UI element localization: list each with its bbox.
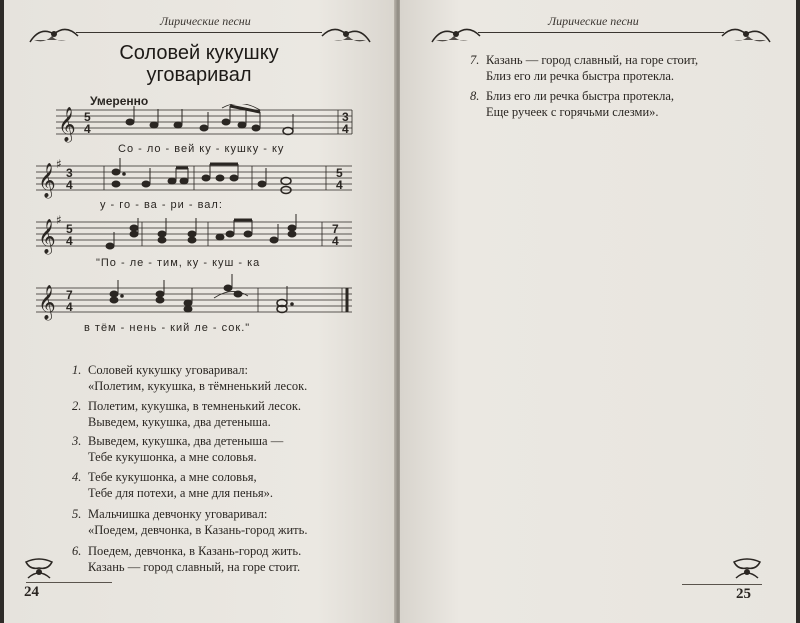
time-sig: 7 [332, 222, 339, 236]
music-lyric-line-4: в тём - нень - кий ле - сок." [84, 322, 251, 334]
svg-text:𝄞: 𝄞 [38, 163, 56, 198]
footer-ornament [22, 556, 56, 584]
svg-text:𝄞: 𝄞 [38, 285, 56, 320]
footer-ornament [730, 556, 764, 584]
verse-4: 4. Тебе кукушонка, а мне соловья, Тебе для потехи, а мне для пенья». [72, 470, 274, 500]
time-sig: 4 [84, 122, 91, 136]
tempo-marking: Умеренно [90, 94, 149, 108]
header-rule [76, 32, 322, 33]
time-sig: 4 [66, 234, 73, 248]
verse-6: 6. Поедем, девчонка, в Казань-город жить. Казань — город славный, на горе стоит. [72, 544, 302, 574]
time-sig: 4 [342, 122, 349, 136]
music-lyric-line-2: у - го - ва - ри - вал: [100, 199, 223, 211]
footer-rule [682, 584, 762, 585]
time-sig: 4 [66, 178, 73, 192]
time-sig: 5 [66, 222, 73, 236]
time-sig: 4 [66, 300, 73, 314]
music-lyric-line-3: "По - ле - тим, ку - куш - ка [96, 257, 261, 269]
header-rule [478, 32, 724, 33]
time-sig: 3 [342, 110, 349, 124]
page-number: 24 [24, 584, 39, 600]
svg-text:♯: ♯ [56, 213, 62, 227]
running-head: Лирические песни [160, 14, 251, 28]
verse-2: 2. Полетим, кукушка, в темненький лесок. Выведем, кукушка, два детеныша. [72, 399, 302, 429]
time-sig: 7 [66, 288, 73, 302]
song-title-line1: Соловей кукушку [119, 42, 279, 64]
svg-text:𝄞: 𝄞 [58, 107, 76, 142]
header-ornament-right [718, 22, 774, 48]
svg-text:♯: ♯ [56, 157, 62, 171]
page-number: 25 [736, 586, 751, 602]
running-head: Лирические песни [548, 14, 639, 28]
verse-1: 1. Соловей кукушку уговаривал: «Полетим, кукушка, в тёмненький лесок. [72, 363, 308, 393]
footer-rule [26, 582, 112, 583]
time-sig: 3 [66, 166, 73, 180]
verse-5: 5. Мальчишка девчонку уговаривал: «Поедем, девчонка, в Казань-город жить. [72, 507, 308, 537]
music-score [26, 104, 356, 338]
verse-7: 7. Казань — город славный, на горе стоит, Близ его ли речка быстра протекла. [470, 53, 699, 83]
time-sig: 4 [336, 178, 343, 192]
right-page [400, 0, 796, 623]
time-sig: 4 [332, 234, 339, 248]
song-title-line2: уговаривал [146, 64, 252, 86]
svg-text:𝄞: 𝄞 [38, 219, 56, 254]
left-page [4, 0, 396, 623]
header-ornament-left [428, 22, 484, 48]
verse-8: 8. Близ его ли речка быстра протекла, Еще ручеек с горячьми слезми». [470, 89, 674, 119]
staff-4 [36, 288, 352, 312]
music-lyric-line-1: Со - ло - вей ку - кушку - ку [118, 143, 285, 155]
time-sig: 5 [336, 166, 343, 180]
time-sig: 5 [84, 110, 91, 124]
verse-3: 3. Выведем, кукушка, два детеныша — Тебе кукушонка, а мне соловья. [72, 434, 284, 464]
